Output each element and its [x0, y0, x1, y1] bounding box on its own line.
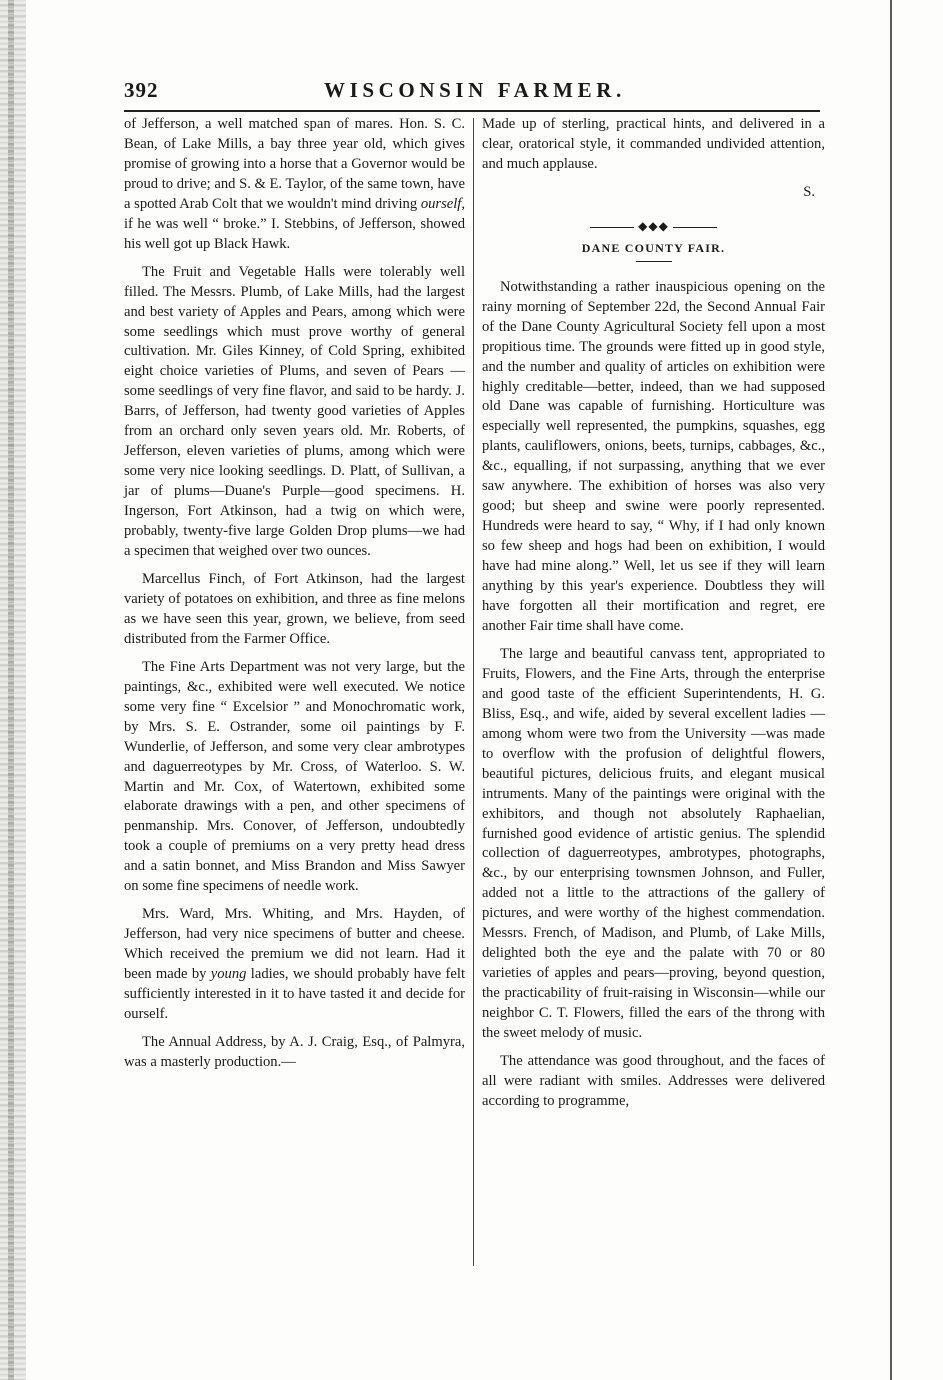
author-signature: S.: [803, 183, 815, 200]
paragraph-text: ladies, we should probably have felt sufficiently interested in it to have tasted it and decide for ourself.: [124, 966, 465, 1022]
binding-edge: [0, 0, 26, 1380]
paragraph: The large and beautiful canvass tent, appropriated to Fruits, Flowers, and the Fine Arts, through the enterprise and good taste of the efficient Superintendents, H. G. Bliss, Esq., and wife, aided by several excellent ladies —among whom were two from the University —was made to overflow with the profusion of delightful flowers, beautiful pictures, delicious fruits, and elegant musical intruments. Many of the paintings were original with the exhibitors, and though not absolutely Raphaelian, furnished good evidence of artistic genius. The splendid collection of daguerreotypes, ambrotypes, photographs, &c., by our enterprising townsmen Johnson, and Fuller, added not a little to the attractions of the gallery of pictures, and were worthy of the highest commendation. Messrs. French, of Madison, and Plumb, of Lake Mills, delighted both the eye and the palate with 70 or 80 varieties of apples and pears—proving, beyond question, the practicability of fruit-raising in Wisconsin—while our neighbor C. T. Flowers, filled the ears of the throng with the sweet melody of music.: [482, 645, 825, 1042]
paragraph-text: of Jefferson, a well matched span of mares. Hon. S. C. Bean, of Lake Mills, a bay three year old, which gives promise of growing into a horse that a Governor would be proud to drive; and S. & E. Taylor, of the same town, have a spotted Arab Colt that we wouldn't mind driving: [124, 116, 466, 212]
section-ornament: [482, 217, 825, 233]
header-rule: [124, 110, 820, 112]
binding-stitching: [8, 0, 14, 1380]
paragraph: The Annual Address, by A. J. Craig, Esq., of Palmyra, was a masterly production.—: [124, 1033, 465, 1070]
running-title: WISCONSIN FARMER.: [324, 78, 626, 102]
ornament-diamonds: ◆◆◆: [638, 218, 669, 233]
paragraph: The attendance was good throughout, and the faces of all were radiant with smiles. Addresses were delivered according to programme,: [482, 1052, 825, 1109]
ornament-line: [673, 227, 717, 228]
left-column: [124, 115, 465, 1081]
paragraph: The Fine Arts Department was not very large, but the paintings, &c., exhibited were well executed. We notice some very fine “ Excelsior ” and Monochromatic work, by Mrs. S. E. Ostrander, some oil paintings by F. Wunderlie, of Jefferson, and some very clear ambrotypes and daguerreotypes by Mr. Cross, of Waterloo. S. W. Martin and Mr. Cox, of Watertown, exhibited some elaborate drawings with a pen, and other specimens of penmanship. Mrs. Conover, of Jefferson, undoubtedly took a couple of premiums on a very pretty head dress and a satin bonnet, and Miss Brandon and Miss Sawyer on some fine specimens of needle work.: [124, 658, 465, 895]
ornament-line: [590, 227, 634, 228]
paragraph: The Fruit and Vegetable Halls were tolerably well filled. The Messrs. Plumb, of Lake Mills, had the largest and best variety of Apples and Pears, among which were some seedlings which must prove worthy of general cultivation. Mr. Giles Kinney, of Cold Spring, exhibited eight choice varieties of Plums, and seven of Pears —some seedlings of very fine flavor, and said to be hardy. J. Barrs, of Jefferson, had twenty good varieties of Apples from an orchard only seven years old. Mr. Roberts, of Jefferson, eleven varieties of plums, among which were some very nice looking seedlings. D. Platt, of Sullivan, a jar of plums—Duane's Purple—good specimens. H. Ingerson, Fort Atkinson, had a twig on which were, probably, twenty-five large Golden Drop plums—we had a specimen that weighed over two ounces.: [124, 263, 465, 560]
right-column: [482, 115, 825, 1120]
paragraph: [124, 115, 465, 255]
title-rule: [636, 261, 672, 262]
page-number: 392: [124, 78, 159, 102]
page-edge-rule: [890, 0, 892, 1380]
paragraph-text: if he was well “ broke.” I. Stebbins, of Jefferson, showed his well got up Black Hawk.: [124, 215, 465, 252]
paragraph: Notwithstanding a rather inauspicious opening on the rainy morning of September 22d, the Second Annual Fair of the Dane County Agricultural Society fell upon a most propitious time. The grounds were fitted up in good style, and the number and quality of articles on exhibition were highly creditable—better, indeed, than we had supposed old Dane was capable of furnishing. Horticulture was especially well represented, the pumpkins, squashes, egg plants, cauliflowers, onions, beets, turnips, cabbages, &c., &c., equalling, if not surpassing, anything that we ever saw anywhere. The exhibition of horses was also very good; but sheep and swine were poorly represented. Hundreds were heard to say, “ Why, if I had only known so few sheep and hogs had been on exhibition, I would have had mine along.” Well, let us see if they will learn anything by this year's experience. Doubtless they will have forgotten all their mortification and regret, ere another Fair time shall have come.: [482, 278, 825, 634]
emphasis-text: young: [210, 966, 247, 983]
paragraph: Marcellus Finch, of Fort Atkinson, had the largest variety of potatoes on exhibition, and three as fine melons as we have seen this year, grown, we believe, from seed distributed from the Farmer Office.: [124, 570, 465, 647]
paragraph-text: Mrs. Ward, Mrs. Whiting, and Mrs. Hayden, of Jefferson, had very nice specimens of butter and cheese. Which received the premium we did not learn. Had it been made by: [124, 906, 465, 983]
section-title: DANE COUNTY FAIR.: [581, 240, 726, 255]
column-divider: [473, 118, 474, 1266]
paragraph: [124, 905, 465, 1025]
paragraph-continuation: Made up of sterling, practical hints, and delivered in a clear, oratorical style, it commanded undivided attention, and much applause.: [482, 116, 825, 172]
running-header: [124, 78, 824, 106]
emphasis-text: ourself,: [420, 195, 465, 212]
